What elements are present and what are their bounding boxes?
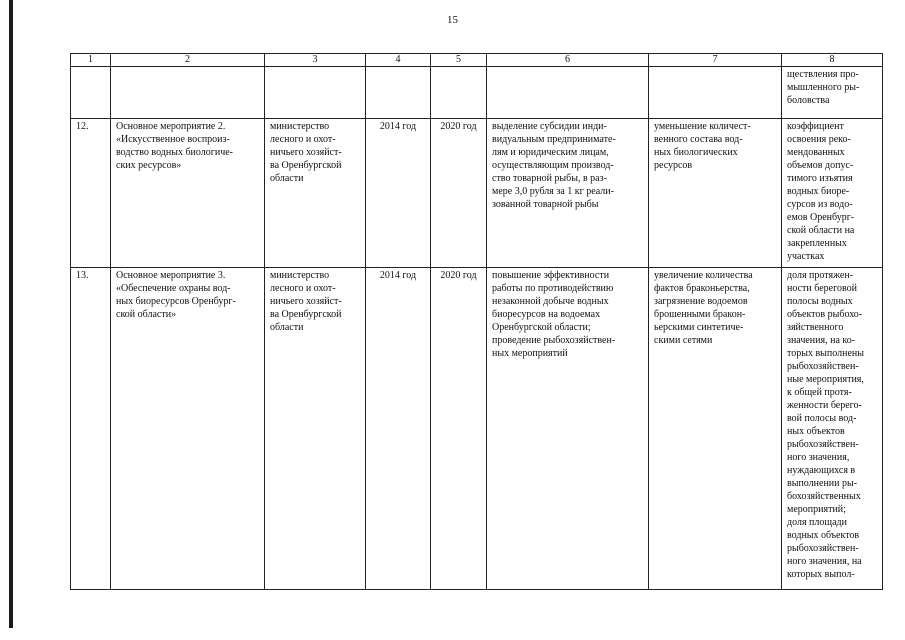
executor: министерство лесного и охот- ничьего хозяйст- ва Оренбургской области [265,119,366,268]
col-header-8: 8 [782,54,883,67]
program-events-table [70,53,883,590]
row-number: 13. [71,268,111,590]
event-content: выделение субсидии инди- видуальным предпринимате- лям и юридическим лицам, осуществляющим производ- ство товарной рыбы, в раз- мере 3,0 рубля за 1 кг реали- зованной товарной рыбы [487,119,649,268]
cont-indicators: ществления про- мышленного ры- боловства [782,67,883,119]
executor: министерство лесного и охот- ничьего хозяйст- ва Оренбургской области [265,268,366,590]
cont-cell-6 [487,67,649,119]
start-year: 2014 год [366,268,431,590]
end-year: 2020 год [431,268,487,590]
page-number: 15 [447,14,458,26]
col-header-4: 4 [366,54,431,67]
start-year: 2014 год [366,119,431,268]
row-number: 12. [71,119,111,268]
cont-cell-4 [366,67,431,119]
col-header-1: 1 [71,54,111,67]
cont-cell-3 [265,67,366,119]
col-header-3: 3 [265,54,366,67]
scan-left-edge [9,0,13,628]
cont-cell-2 [111,67,265,119]
event-name: Основное мероприятие 3. «Обеспечение охраны вод- ных биоресурсов Оренбург- ской области» [111,268,265,590]
column-number-row [71,54,883,67]
col-header-2: 2 [111,54,265,67]
cont-cell-7 [649,67,782,119]
table-row [71,268,883,590]
event-name: Основное мероприятие 2. «Искусственное воспроиз- водство водных биологиче- ских ресурсов» [111,119,265,268]
non-implementation-consequences: увеличение количества фактов браконьерства, загрязнение водоемов брошенными бракон- ьерскими синтетиче- скими сетями [649,268,782,590]
cont-cell-5 [431,67,487,119]
non-implementation-consequences: уменьшение количест- венного состава вод- ных биологических ресурсов [649,119,782,268]
col-header-5: 5 [431,54,487,67]
table-row [71,119,883,268]
col-header-7: 7 [649,54,782,67]
cont-cell-1 [71,67,111,119]
event-content: повышение эффективности работы по противодействию незаконной добыче водных биоресурсов на водоемах Оренбургской области; проведение рыбохозяйствен- ных мероприятий [487,268,649,590]
related-indicators: доля протяжен- ности береговой полосы водных объектов рыбохо- зяйственного значения, на ко- торых выполнены рыбохозяйствен- ные мероприятия, к общей протя- женности берего- вой полосы вод- ных объектов рыбохозяйствен- ного значения, нуждающихся в выполнении ры- бохозяйственных мероприятий; доля площади водных объектов рыбохозяйствен- ного значения, на которых выпол- [782,268,883,590]
col-header-6: 6 [487,54,649,67]
table-row-continuation [71,67,883,119]
end-year: 2020 год [431,119,487,268]
related-indicators: коэффициент освоения реко- мендованных объемов допус- тимого изъятия водных биоре- сурсов из водо- емов Оренбург- ской области на закрепленных участках [782,119,883,268]
